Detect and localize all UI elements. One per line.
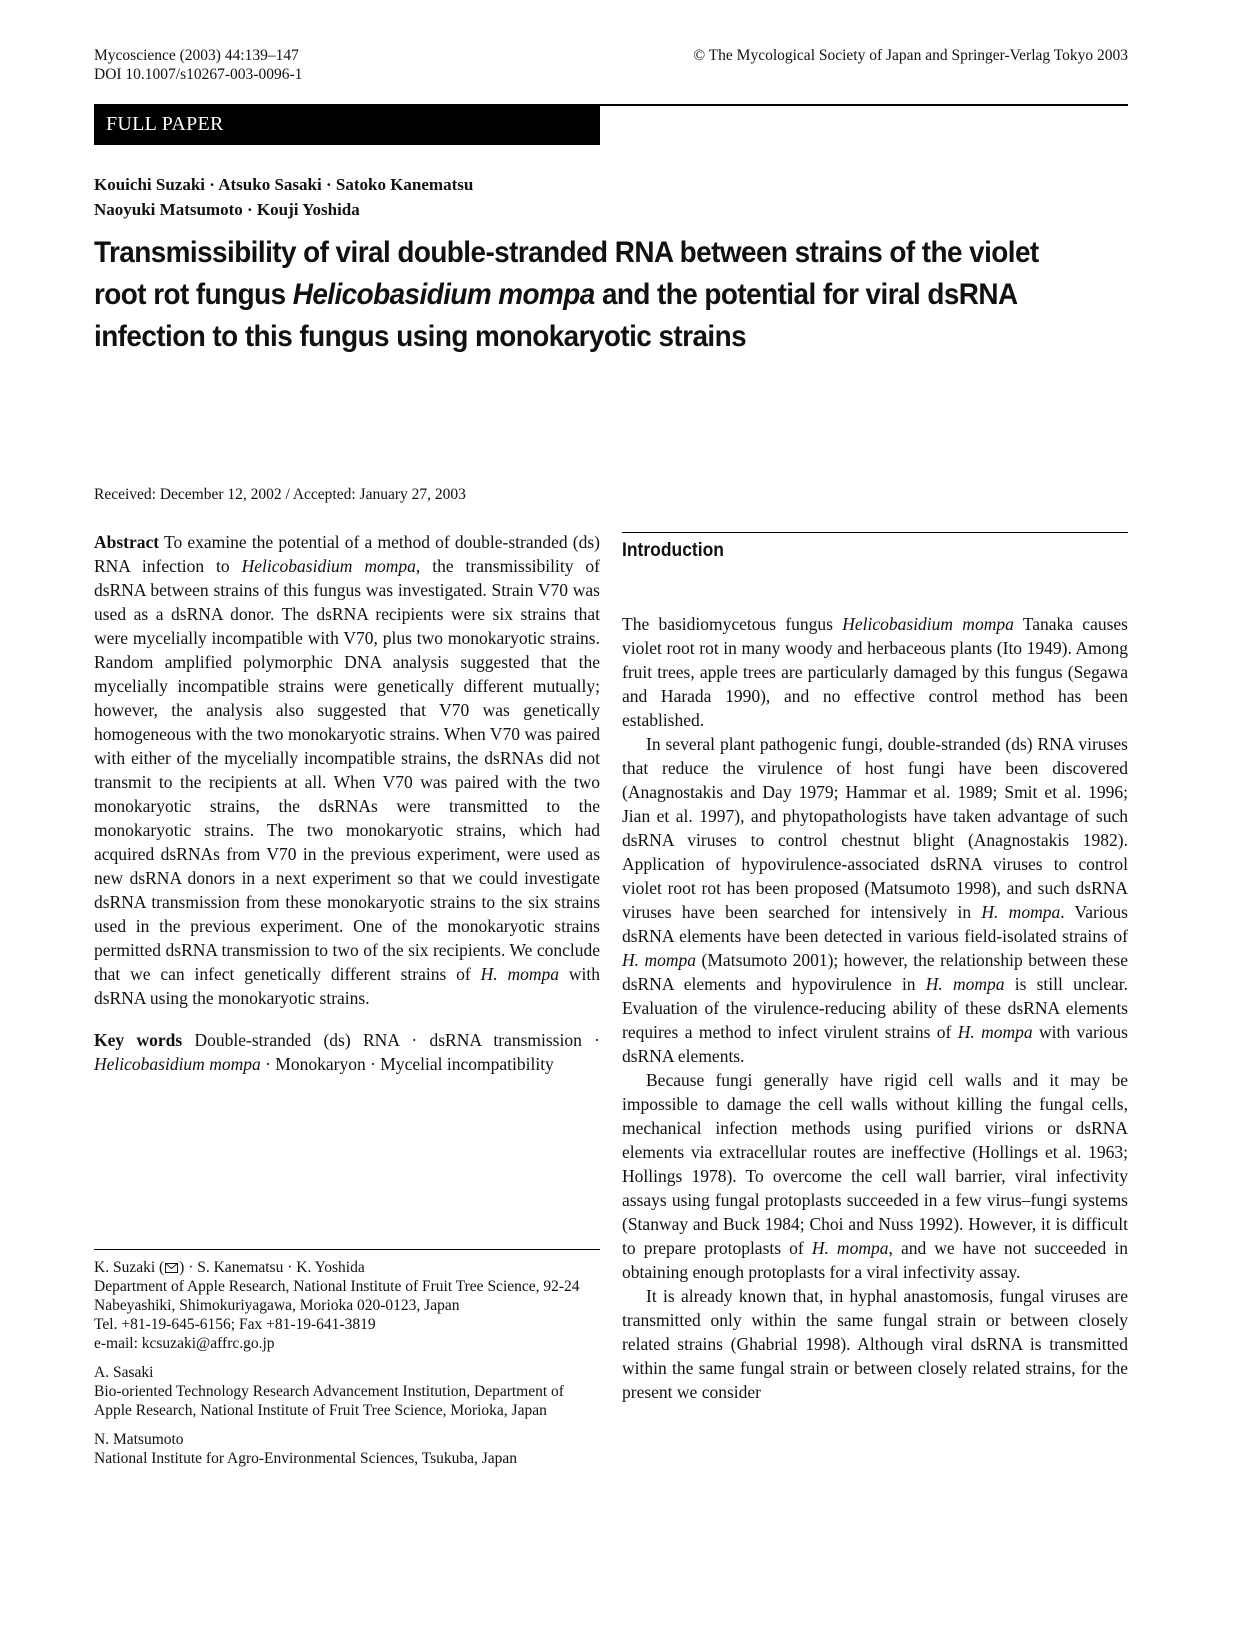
doi[interactable]: DOI 10.1007/s10267-003-0096-1 bbox=[94, 66, 303, 83]
affiliation-2: A. Sasaki Bio-oriented Technology Research Advancement Institution, Department of Apple Research, National Institute of Fruit Tree Science, Morioka, Japan bbox=[94, 1364, 564, 1419]
author-line-2: Naoyuki Matsumoto · Kouji Yoshida bbox=[94, 200, 360, 219]
introduction-rule bbox=[622, 532, 1128, 533]
paper-title bbox=[94, 232, 1061, 358]
abstract: Abstract To examine the potential of a method of double-stranded (ds) RNA infection to Helicobasidium mompa, the transmissibility of dsRNA between strains of this fungus was investigated. Strain V70 was used as a dsRNA donor. The dsRNA recipients were six strains that were mycelially incompatible with V70, plus two monokaryotic strains. Random amplified polymorphic DNA analysis suggested that the mycelially incompatible strains were genetically different mutually; however, the analysis also suggested that V70 was genetically homogeneous with the two monokaryotic strains. When V70 was paired with either of the mycelially incompatible strains, the dsRNAs did not transmit to the recipients at all. When V70 was paired with the two monokaryotic strains, the dsRNAs were transmitted to the monokaryotic strains. The two monokaryotic strains, which had acquired dsRNAs from V70 in the previous experiment, were used as new dsRNA donors in a next experiment so that we could investigate dsRNA transmission from these monokaryotic strains to the six strains used in the previous experiment. One of the monokaryotic strains permitted dsRNA transmission to two of the six recipients. We conclude that we can infect genetically different strains of H. mompa with dsRNA using the monokaryotic strains. bbox=[94, 532, 600, 1008]
left-column bbox=[94, 530, 600, 1076]
journal-citation: Mycoscience (2003) 44:139–147 bbox=[94, 47, 299, 64]
title-text-2: and the potential for viral dsRNA infection to this fungus using monokaryotic strains bbox=[94, 278, 1017, 353]
intro-paragraph-1: The basidiomycetous fungus Helicobasidium mompa Tanaka causes violet root rot in many woody and herbaceous plants (Ito 1949). Among fruit trees, apple trees are particularly damaged by this fungus (Segawa and Harada 1990), and no effective control method has been established. bbox=[622, 614, 1128, 730]
right-column bbox=[622, 612, 1128, 1404]
section-label: FULL PAPER bbox=[94, 104, 600, 145]
title-species: Helicobasidium mompa bbox=[292, 278, 595, 311]
header-rule bbox=[600, 104, 1128, 106]
copyright-notice: © The Mycological Society of Japan and Springer-Verlag Tokyo 2003 bbox=[693, 47, 1128, 64]
author-line-1: Kouichi Suzaki · Atsuko Sasaki · Satoko Kanematsu bbox=[94, 175, 474, 194]
running-header-left bbox=[94, 46, 302, 84]
affiliation-3: N. Matsumoto National Institute for Agro-Environmental Sciences, Tsukuba, Japan bbox=[94, 1431, 518, 1467]
email[interactable]: e-mail: kcsuzaki@affrc.go.jp bbox=[94, 1335, 275, 1352]
intro-paragraph-2: In several plant pathogenic fungi, double-stranded (ds) RNA viruses that reduce the virulence of host fungi have been discovered (Anagnostakis and Day 1979; Hammar et al. 1989; Smit et al. 1996; Jian et al. 1997), and phytopathologists have taken advantage of such dsRNA viruses to control chestnut blight (Anagnostakis 1982). Application of hypovirulence-associated dsRNA viruses to control violet root rot has been proposed (Matsumoto 1998), and such dsRNA viruses have been searched for intensively in H. mompa. Various dsRNA elements have been detected in various field-isolated strains of H. mompa (Matsumoto 2001); however, the relationship between these dsRNA elements and hypovirulence in H. mompa is still unclear. Evaluation of the virulence-reducing ability of these dsRNA elements requires a method to infect virulent strains of H. mompa with various dsRNA elements. bbox=[622, 734, 1128, 1066]
affiliations bbox=[94, 1258, 600, 1478]
received-date: Received: December 12, 2002 / Accepted: January 27, 2003 bbox=[94, 486, 466, 503]
affiliation-rule bbox=[94, 1249, 600, 1250]
intro-paragraph-3: Because fungi generally have rigid cell walls and it may be impossible to damage the cell walls without killing the fungal cells, mechanical infection methods using purified virions or dsRNA elements via extracellular routes are ineffective (Hollings et al. 1963; Hollings 1978). To overcome the cell wall barrier, viral infectivity assays using fungal protoplasts succeeded in a few virus–fungi systems (Stanway and Buck 1984; Choi and Nuss 1992). However, it is difficult to prepare protoplasts of H. mompa, and we have not succeeded in obtaining enough protoplasts for a viral infectivity assay. bbox=[622, 1070, 1128, 1282]
keywords: Key words Double-stranded (ds) RNA · dsRNA transmission · Helicobasidium mompa · Monokaryon · Mycelial incompatibility bbox=[94, 1030, 600, 1074]
title-text-1: Transmissibility of viral double-stranded RNA between strains of the violet root rot fungus bbox=[94, 236, 1039, 311]
affiliation-1: K. Suzaki ( ) · S. Kanematsu · K. Yoshida Department of Apple Research, National Institute of Fruit Tree Science, 92-24 Nabeyashiki, Shimokuriyagawa, Morioka 020-0123, Japan Tel. +81-19-645-6156; Fax +81-19-641-3819 e-mail: kcsuzaki@affrc.go.jp bbox=[94, 1258, 600, 1353]
introduction-heading: Introduction bbox=[622, 540, 724, 561]
abstract-label: Abstract bbox=[94, 532, 160, 552]
author-list bbox=[94, 172, 473, 222]
keywords-label: Key words bbox=[94, 1030, 183, 1050]
intro-paragraph-4: It is already known that, in hyphal anastomosis, fungal viruses are transmitted only within the same fungal strain or between closely related strains (Ghabrial 1998). Although viral dsRNA is transmitted within the same fungal strain or between closely related strains, for the present we consider bbox=[622, 1286, 1128, 1402]
envelope-icon bbox=[165, 1263, 178, 1273]
